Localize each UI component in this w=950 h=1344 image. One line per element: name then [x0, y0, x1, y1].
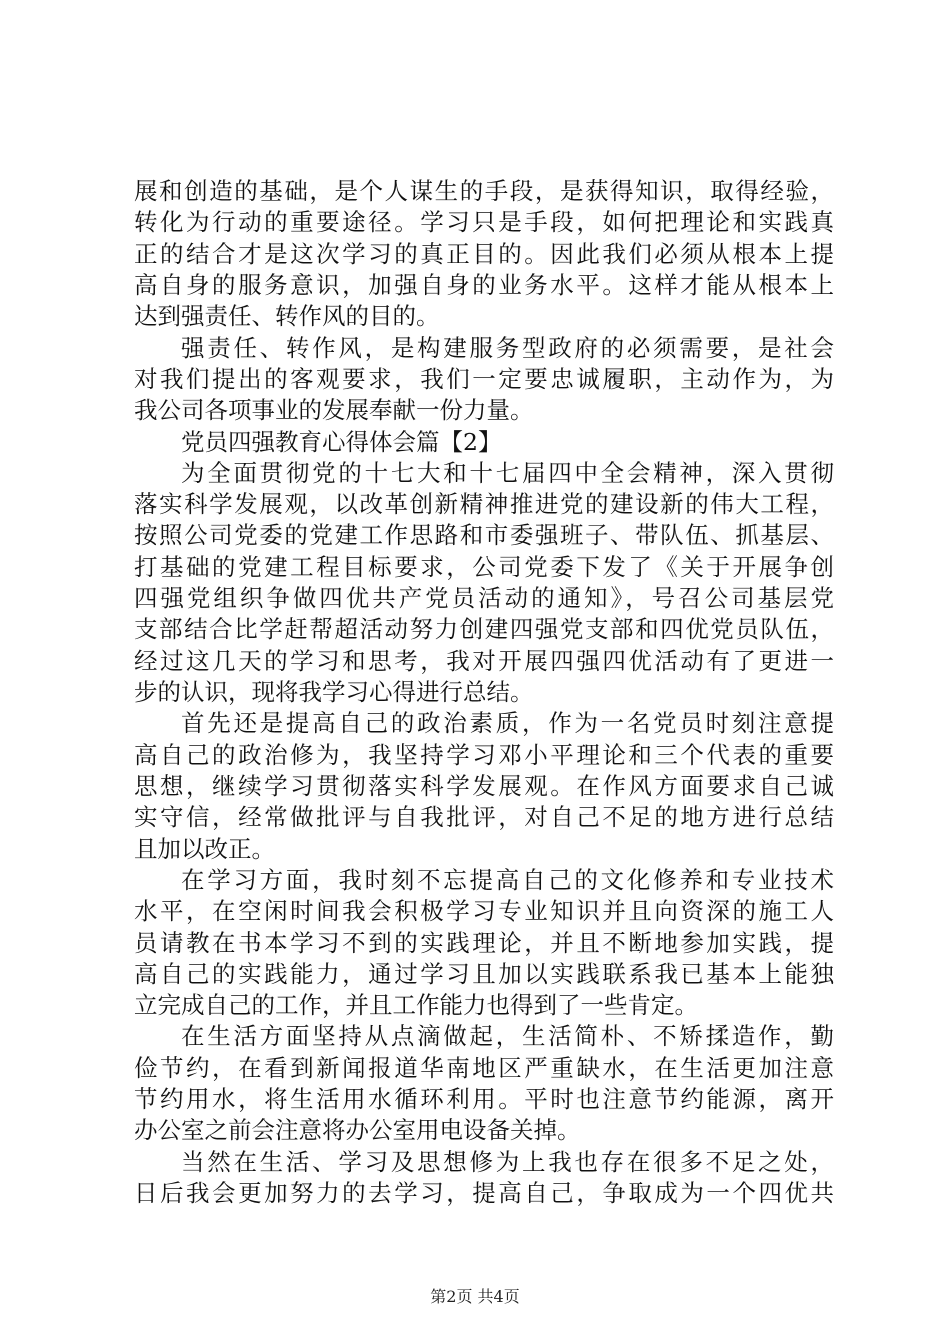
text-line: 俭节约，在看到新闻报道华南地区严重缺水，在生活更加注意 — [134, 1054, 834, 1082]
text-line: 高自身的服务意识，加强自身的业务水平。这样才能从根本上 — [134, 271, 834, 299]
paragraph-first-line: 为全面贯彻党的十七大和十七届四中全会精神，深入贯彻 — [181, 459, 834, 487]
text-line: 且加以改正。 — [134, 835, 275, 863]
text-line: 达到强责任、转作风的目的。 — [134, 302, 440, 330]
text-line: 员请教在书本学习不到的实践理论，并且不断地参加实践，提 — [134, 929, 834, 957]
text-line: 立完成自己的工作，并且工作能力也得到了一些肯定。 — [134, 991, 698, 1019]
text-line: 办公室之前会注意将办公室用电设备关掉。 — [134, 1116, 581, 1144]
text-line: 按照公司党委的党建工作思路和市委强班子、带队伍、抓基层、 — [134, 521, 834, 549]
paragraph-first-line: 在学习方面，我时刻不忘提高自己的文化修养和专业技术 — [181, 866, 834, 894]
text-line: 四强党组织争做四优共产党员活动的通知》，号召公司基层党 — [134, 584, 834, 612]
section-heading: 党员四强教育心得体会篇【2】 — [181, 428, 502, 456]
text-line: 步的认识，现将我学习心得进行总结。 — [134, 678, 534, 706]
text-line: 经过这几天的学习和思考，我对开展四强四优活动有了更进一 — [134, 647, 834, 675]
paragraph-first-line: 首先还是提高自己的政治素质，作为一名党员时刻注意提 — [181, 709, 834, 737]
text-line: 转化为行动的重要途径。学习只是手段，如何把理论和实践真 — [134, 208, 834, 236]
text-line: 高自己的实践能力，通过学习且加以实践联系我已基本上能独 — [134, 960, 834, 988]
text-line: 水平，在空闲时间我会积极学习专业知识并且向资深的施工人 — [134, 897, 834, 925]
text-line: 日后我会更加努力的去学习，提高自己，争取成为一个四优共 — [134, 1179, 834, 1207]
paragraph-first-line: 强责任、转作风，是构建服务型政府的必须需要，是社会 — [181, 334, 834, 362]
text-line: 高自己的政治修为，我坚持学习邓小平理论和三个代表的重要 — [134, 741, 834, 769]
page-number-footer: 第2页 共4页 — [430, 1287, 520, 1306]
paragraph-first-line: 在生活方面坚持从点滴做起，生活简朴、不矫揉造作，勤 — [181, 1022, 834, 1050]
text-line: 思想，继续学习贯彻落实科学发展观。在作风方面要求自己诚 — [134, 772, 834, 800]
text-line: 我公司各项事业的发展奉献一份力量。 — [134, 396, 534, 424]
text-line: 支部结合比学赶帮超活动努力创建四强党支部和四优党员队伍， — [134, 615, 834, 643]
text-line: 打基础的党建工程目标要求，公司党委下发了《关于开展争创 — [134, 553, 834, 581]
text-line: 节约用水，将生活用水循环利用。平时也注意节约能源，离开 — [134, 1085, 834, 1113]
text-line: 落实科学发展观，以改革创新精神推进党的建设新的伟大工程， — [134, 490, 834, 518]
paragraph-first-line: 当然在生活、学习及思想修为上我也存在很多不足之处， — [181, 1148, 834, 1176]
text-line: 正的结合才是这次学习的真正目的。因此我们必须从根本上提 — [134, 240, 834, 268]
text-line: 对我们提出的客观要求，我们一定要忠诚履职，主动作为，为 — [134, 365, 834, 393]
text-line: 实守信，经常做批评与自我批评，对自己不足的地方进行总结 — [134, 803, 834, 831]
text-line: 展和创造的基础，是个人谋生的手段，是获得知识，取得经验， — [134, 177, 834, 205]
